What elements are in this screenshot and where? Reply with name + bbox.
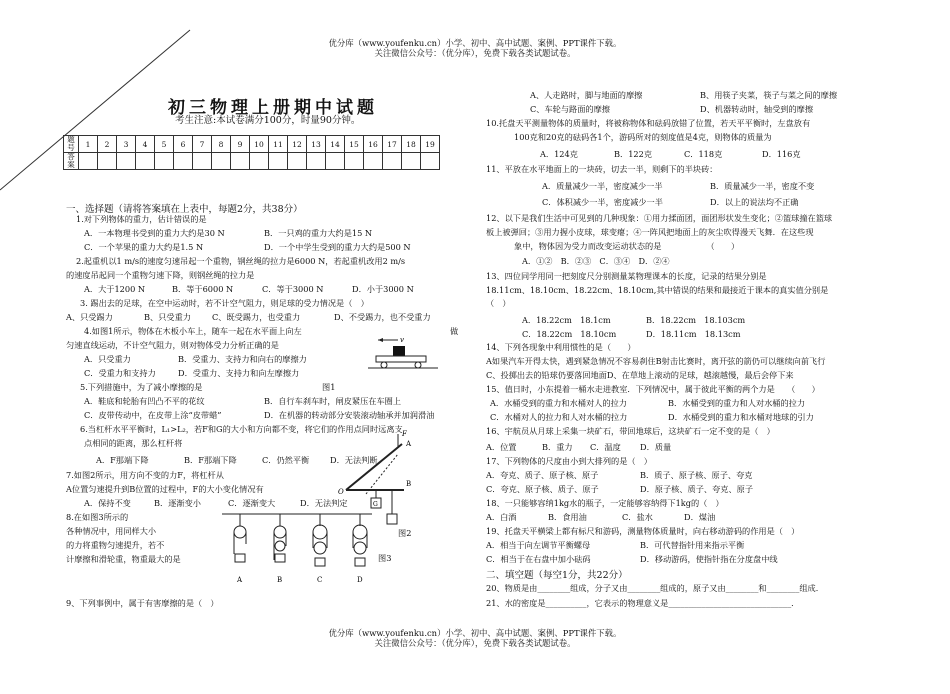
option: B．质子、原子核、原子、夸克 <box>640 470 753 480</box>
option: C．皮带传动中，在皮带上涂“皮带蜡” <box>84 410 222 420</box>
position-b-label: B <box>406 480 412 488</box>
footer-line-1: 优分库（www.youfenku.cn）小学、初中、高中试题、案例、PPT课件下载。 <box>328 628 622 638</box>
option: A．124克 <box>540 149 578 159</box>
option: D．无法判断 <box>330 455 378 465</box>
question-text: 象中，物体因为受力而改变运动状态的是 （ ） <box>514 241 740 251</box>
weight-label: G <box>373 501 378 508</box>
option: B．一只鸡的重力大约是15 N <box>264 228 373 238</box>
page-title: 初三物理上册期中试题 <box>168 98 378 118</box>
table-number: 11 <box>269 136 288 153</box>
option: A．白酒 <box>486 512 517 522</box>
option: C．体积减少一半，密度减少一半 <box>542 197 663 207</box>
option: B．质量减少一半，密度不变 <box>710 181 815 191</box>
option: C．118克 <box>684 149 723 159</box>
table-number: 1 <box>79 136 98 153</box>
question-text: 14、下列各现象中利用惯性的是（ ） <box>486 342 636 352</box>
option: A．F那端下降 <box>96 455 149 465</box>
table-number: 18 <box>402 136 421 153</box>
option: C．受重力和支持力 <box>84 368 156 378</box>
option: D．以上的说法均不正确 <box>710 197 799 207</box>
question-text: 100克和20克的砝码各1个，游码所对的刻度值是4克，则物体的质量为 <box>514 132 772 142</box>
question-text: 匀速直线运动，不计空气阻力，则对物体受力分析正确的是 <box>66 340 279 350</box>
table-number: 2 <box>98 136 117 153</box>
velocity-label: v <box>400 336 404 344</box>
option: B．受重力、支持力和向右的摩擦力 <box>178 354 307 364</box>
table-number: 6 <box>174 136 193 153</box>
answer-cell[interactable] <box>174 153 193 170</box>
pulley-a <box>234 514 246 584</box>
answer-cell[interactable] <box>345 153 364 170</box>
pulley-d <box>353 514 367 584</box>
table-number: 15 <box>345 136 364 153</box>
option: A．鞋底和轮胎有凹凸不平的花纹 <box>84 396 205 406</box>
option: C．18.22cm 18.10cm <box>522 329 617 339</box>
option: B．等于6000 N <box>172 284 234 294</box>
option: B．18.22cm 18.103cm <box>646 315 746 325</box>
option: B．自行车刹车时，闸皮紧压在车圈上 <box>264 396 402 406</box>
question-text: 13、四位同学用同一把刻度尺分别测量某物理课本的长度，记录的结果分别是 <box>486 271 767 281</box>
pulley-b-label: B <box>277 576 283 584</box>
question-text: 计摩擦和滑轮重，物重最大的是 <box>66 554 181 564</box>
option: D．原子核、质子、夸克、原子 <box>640 484 754 494</box>
option: A．①② B．②③ C．③④ D．②④ <box>522 256 670 266</box>
option: B．F那端下降 <box>184 455 237 465</box>
figure-3-pulleys <box>222 510 382 588</box>
header-line-2: 关注微信公众号：（优分库），免费下载各类试题试卷。 <box>374 48 576 58</box>
option: A．水桶受到的重力和水桶对人的拉力 <box>490 398 627 408</box>
table-number: 17 <box>383 136 402 153</box>
header-line-1: 优分库（www.youfenku.cn）小学、初中、高中试题、案例、PPT课件下载。 <box>328 38 622 48</box>
answer-cell[interactable] <box>288 153 307 170</box>
answer-cell[interactable] <box>117 153 136 170</box>
table-number: 7 <box>193 136 212 153</box>
answer-cell[interactable] <box>98 153 117 170</box>
option: C．等于3000 N <box>262 284 324 294</box>
option: C．一个苹果的重力大约是1.5 N <box>84 242 204 252</box>
figure-1-cart <box>368 330 448 374</box>
option: D．移动游码，使指针指在分度盘中线 <box>640 554 778 564</box>
question-text: 10.托盘天平测量物体的质量时，将被称物体和砝码放错了位置，若天平平衡时，左盘放有 <box>486 118 811 128</box>
question-text: 18、一只能够容纳1kg水的瓶子，一定能够容纳得下1kg的（ ） <box>486 498 724 508</box>
force-label: F <box>402 430 407 438</box>
option: B．逐渐变小 <box>154 498 201 508</box>
option: C．盐水 <box>622 512 653 522</box>
figure-caption: 图2 <box>398 528 412 538</box>
answer-cell[interactable] <box>212 153 231 170</box>
section-heading-choice: 一、选择题（请将答案填在上表中，每题2分，共38分） <box>66 204 303 215</box>
option: A．夸克、质子、原子核、原子 <box>486 470 599 480</box>
table-label-answer: 答案 <box>64 153 79 170</box>
option: D．无法判定 <box>300 498 348 508</box>
table-number: 9 <box>231 136 250 153</box>
question-text: 各种情况中，用同样大小 <box>66 526 157 536</box>
question-text: 1.对下列物体的重力，估计错误的是 <box>76 214 207 224</box>
option: B．可代替指针用来指示平衡 <box>640 540 745 550</box>
answer-cell[interactable] <box>364 153 383 170</box>
figure-caption: 图3 <box>378 553 392 563</box>
option: C．水桶对人的拉力和人对水桶的拉力 <box>490 412 628 422</box>
question-text: 20、物质是由________组成，分子又由________组成的，原子又由________和________组成． <box>486 583 824 593</box>
table-number: 10 <box>250 136 269 153</box>
question-text: 点相同的距离，那么杠杆将 <box>84 438 183 448</box>
option: D．18.11cm 18.13cm <box>646 329 741 339</box>
option: B．122克 <box>614 149 653 159</box>
answer-table <box>63 135 440 170</box>
option: A如果汽车开得太快，遇到紧急情况不容易刹住B射击比赛时，离开弦的箭仍可以继续向前飞行 <box>486 356 826 366</box>
question-text: 7.如图2所示，用方向不变的力F，将杠杆从 <box>66 470 224 480</box>
option: A．只受重力 <box>84 354 131 364</box>
question-text: 19、托盘天平横梁上都有标尺和游码，测量物体质量时，向右移动游码的作用是（ ） <box>486 526 800 536</box>
question-text: 15、值日时，小东提着一桶水走进教室．下列情况中，属于彼此平衡的两个力是 （ ） <box>486 384 820 394</box>
table-number: 8 <box>212 136 231 153</box>
option: B．水桶受到的重力和人对水桶的拉力 <box>668 398 806 408</box>
answer-cell[interactable] <box>250 153 269 170</box>
option: D．一个中学生受到的重力大约是500 N <box>264 242 411 252</box>
table-number: 16 <box>364 136 383 153</box>
answer-cell[interactable] <box>79 153 98 170</box>
option: D．在机器的转动部分安装滚动轴承并加润滑油 <box>264 410 435 420</box>
option: C、既受踢力，也受重力 <box>212 312 301 322</box>
table-number: 19 <box>421 136 440 153</box>
question-text: 5.下列措施中，为了减小摩擦的是 <box>80 382 203 392</box>
option: D．受重力、支持力和向左摩擦力 <box>178 368 300 378</box>
answer-cell[interactable] <box>402 153 421 170</box>
question-text: （ ） <box>486 298 511 308</box>
table-number: 12 <box>288 136 307 153</box>
question-text: 的力将重物匀速提升，若不 <box>66 540 165 550</box>
table-label-number: 题号 <box>64 136 79 153</box>
option: B．食用油 <box>548 512 587 522</box>
question-text: 做 <box>450 326 459 336</box>
question-text: 4.如图1所示，物体在木板小车上，随车一起在水平面上向左 <box>84 326 302 336</box>
option: D．小于3000 N <box>352 284 414 294</box>
answer-cell[interactable] <box>307 153 326 170</box>
question-text: 3. 踢出去的足球，在空中运动时，若不计空气阻力，则足球的受力情况是（ ） <box>80 298 369 308</box>
option: A、只受踢力 <box>66 312 113 322</box>
answer-cell[interactable] <box>383 153 402 170</box>
option: C．温度 <box>590 442 621 452</box>
question-text: 21、水的密度是__________，它表示的物理意义是______________________________． <box>486 598 800 608</box>
answer-cell[interactable] <box>231 153 250 170</box>
table-number: 3 <box>117 136 136 153</box>
pulley-b <box>274 514 286 584</box>
option: C．逐渐变大 <box>228 498 276 508</box>
question-text: 16、宇航员从月球上采集一块矿石，带回地球后，这块矿石一定不变的是（ ） <box>486 426 775 436</box>
pulley-d-label: D <box>357 576 363 584</box>
answer-cell[interactable] <box>421 153 440 170</box>
table-number: 13 <box>307 136 326 153</box>
answer-cell[interactable] <box>193 153 212 170</box>
question-text: 9、下列事例中，属于有害摩擦的是（ ） <box>66 598 219 608</box>
pulley-c-label: C <box>317 576 323 584</box>
question-text: 18.11cm、18.10cm、18.22cm、18.10cm,其中错误的结果和最接近于课本的真实值分别是 <box>486 285 829 295</box>
table-number: 14 <box>326 136 345 153</box>
question-text: A位置匀速提升到B位置的过程中，F的大小变化情况有 <box>66 484 264 494</box>
section-heading-fill: 二、填空题（每空1分，共22分） <box>486 570 628 581</box>
option: A．相当于向左调节平衡螺母 <box>486 540 591 550</box>
question-text: 12、以下是我们生活中可见到的几种现象：①用力揉面团，面团形状发生变化；②篮球撞在篮球 <box>486 213 833 223</box>
option: D．煤油 <box>684 512 716 522</box>
table-number: 4 <box>136 136 155 153</box>
option: A．18.22cm 18.1cm <box>522 315 611 325</box>
option: D、机器转动时，轴受到的摩擦 <box>700 104 814 114</box>
option: D．质量 <box>640 442 672 452</box>
option: C．夸克、原子核、质子、原子 <box>486 484 599 494</box>
option: A、人走路时，脚与地面的摩擦 <box>530 90 643 100</box>
option: D．116克 <box>762 149 801 159</box>
option: C．相当于在右盘中加小砝码 <box>486 554 591 564</box>
answer-cell[interactable] <box>155 153 174 170</box>
option: A．位置 <box>486 442 517 452</box>
option: B、用筷子夹菜，筷子与菜之间的摩擦 <box>700 90 838 100</box>
question-text: 11、平放在水平地面上的一块砖，切去一半，则剩下的半块砖： <box>486 164 718 174</box>
option: A．大于1200 N <box>84 284 146 294</box>
answer-cell[interactable] <box>136 153 155 170</box>
question-text: 17、下列物体的尺度由小到大排列的是（ ） <box>486 456 652 466</box>
option: B、只受重力 <box>144 312 191 322</box>
question-text: 8.在如图3所示的 <box>66 512 129 522</box>
figure-caption: 图1 <box>322 382 336 392</box>
answer-cell[interactable] <box>269 153 288 170</box>
question-text: 板上被弹回；③用力握小皮球，球变瘪；④一阵风把地面上的灰尘吹得漫天飞舞．在这些现 <box>486 227 814 237</box>
option: C．仍然平衡 <box>262 455 310 465</box>
question-text: 6.当杠杆水平平衡时，L₁>L₂，若F和G的大小和方向都不变，将它们的作用点同时远离支 <box>80 424 403 434</box>
pulley-a-label: A <box>237 576 243 584</box>
question-text: 2.起重机以1 m/s的速度匀速吊起一个重物，钢丝绳的拉力是6000 N，若起重机改用2 m/s <box>76 256 406 266</box>
option: A．质量减少一半，密度减少一半 <box>542 181 663 191</box>
option: A．保持不变 <box>84 498 131 508</box>
position-a-label: A <box>406 440 412 448</box>
exam-notice: 考生注意:本试卷满分100分，时量90分钟。 <box>175 115 361 126</box>
answer-cell[interactable] <box>326 153 345 170</box>
pulley-c <box>313 514 327 584</box>
option: C、投掷出去的铅球仍要落回地面D、在草地上滚动的足球，越滚越慢，最后会停下来 <box>486 370 794 380</box>
option: D、不受踢力，也不受重力 <box>334 312 431 322</box>
option: C、车轮与路面的摩擦 <box>530 104 610 114</box>
footer-line-2: 关注微信公众号：（优分库），免费下载各类试题试卷。 <box>374 638 576 648</box>
option: B．重力 <box>542 442 573 452</box>
table-number: 5 <box>155 136 174 153</box>
pivot-label: O <box>338 488 344 496</box>
question-text: 的速度吊起同一个重物匀速下降，则钢丝绳的拉力是 <box>66 270 255 280</box>
option: D．水桶受到的重力和水桶对地球的引力 <box>668 412 814 422</box>
option: A．一本物理书受到的重力大约是30 N <box>84 228 225 238</box>
